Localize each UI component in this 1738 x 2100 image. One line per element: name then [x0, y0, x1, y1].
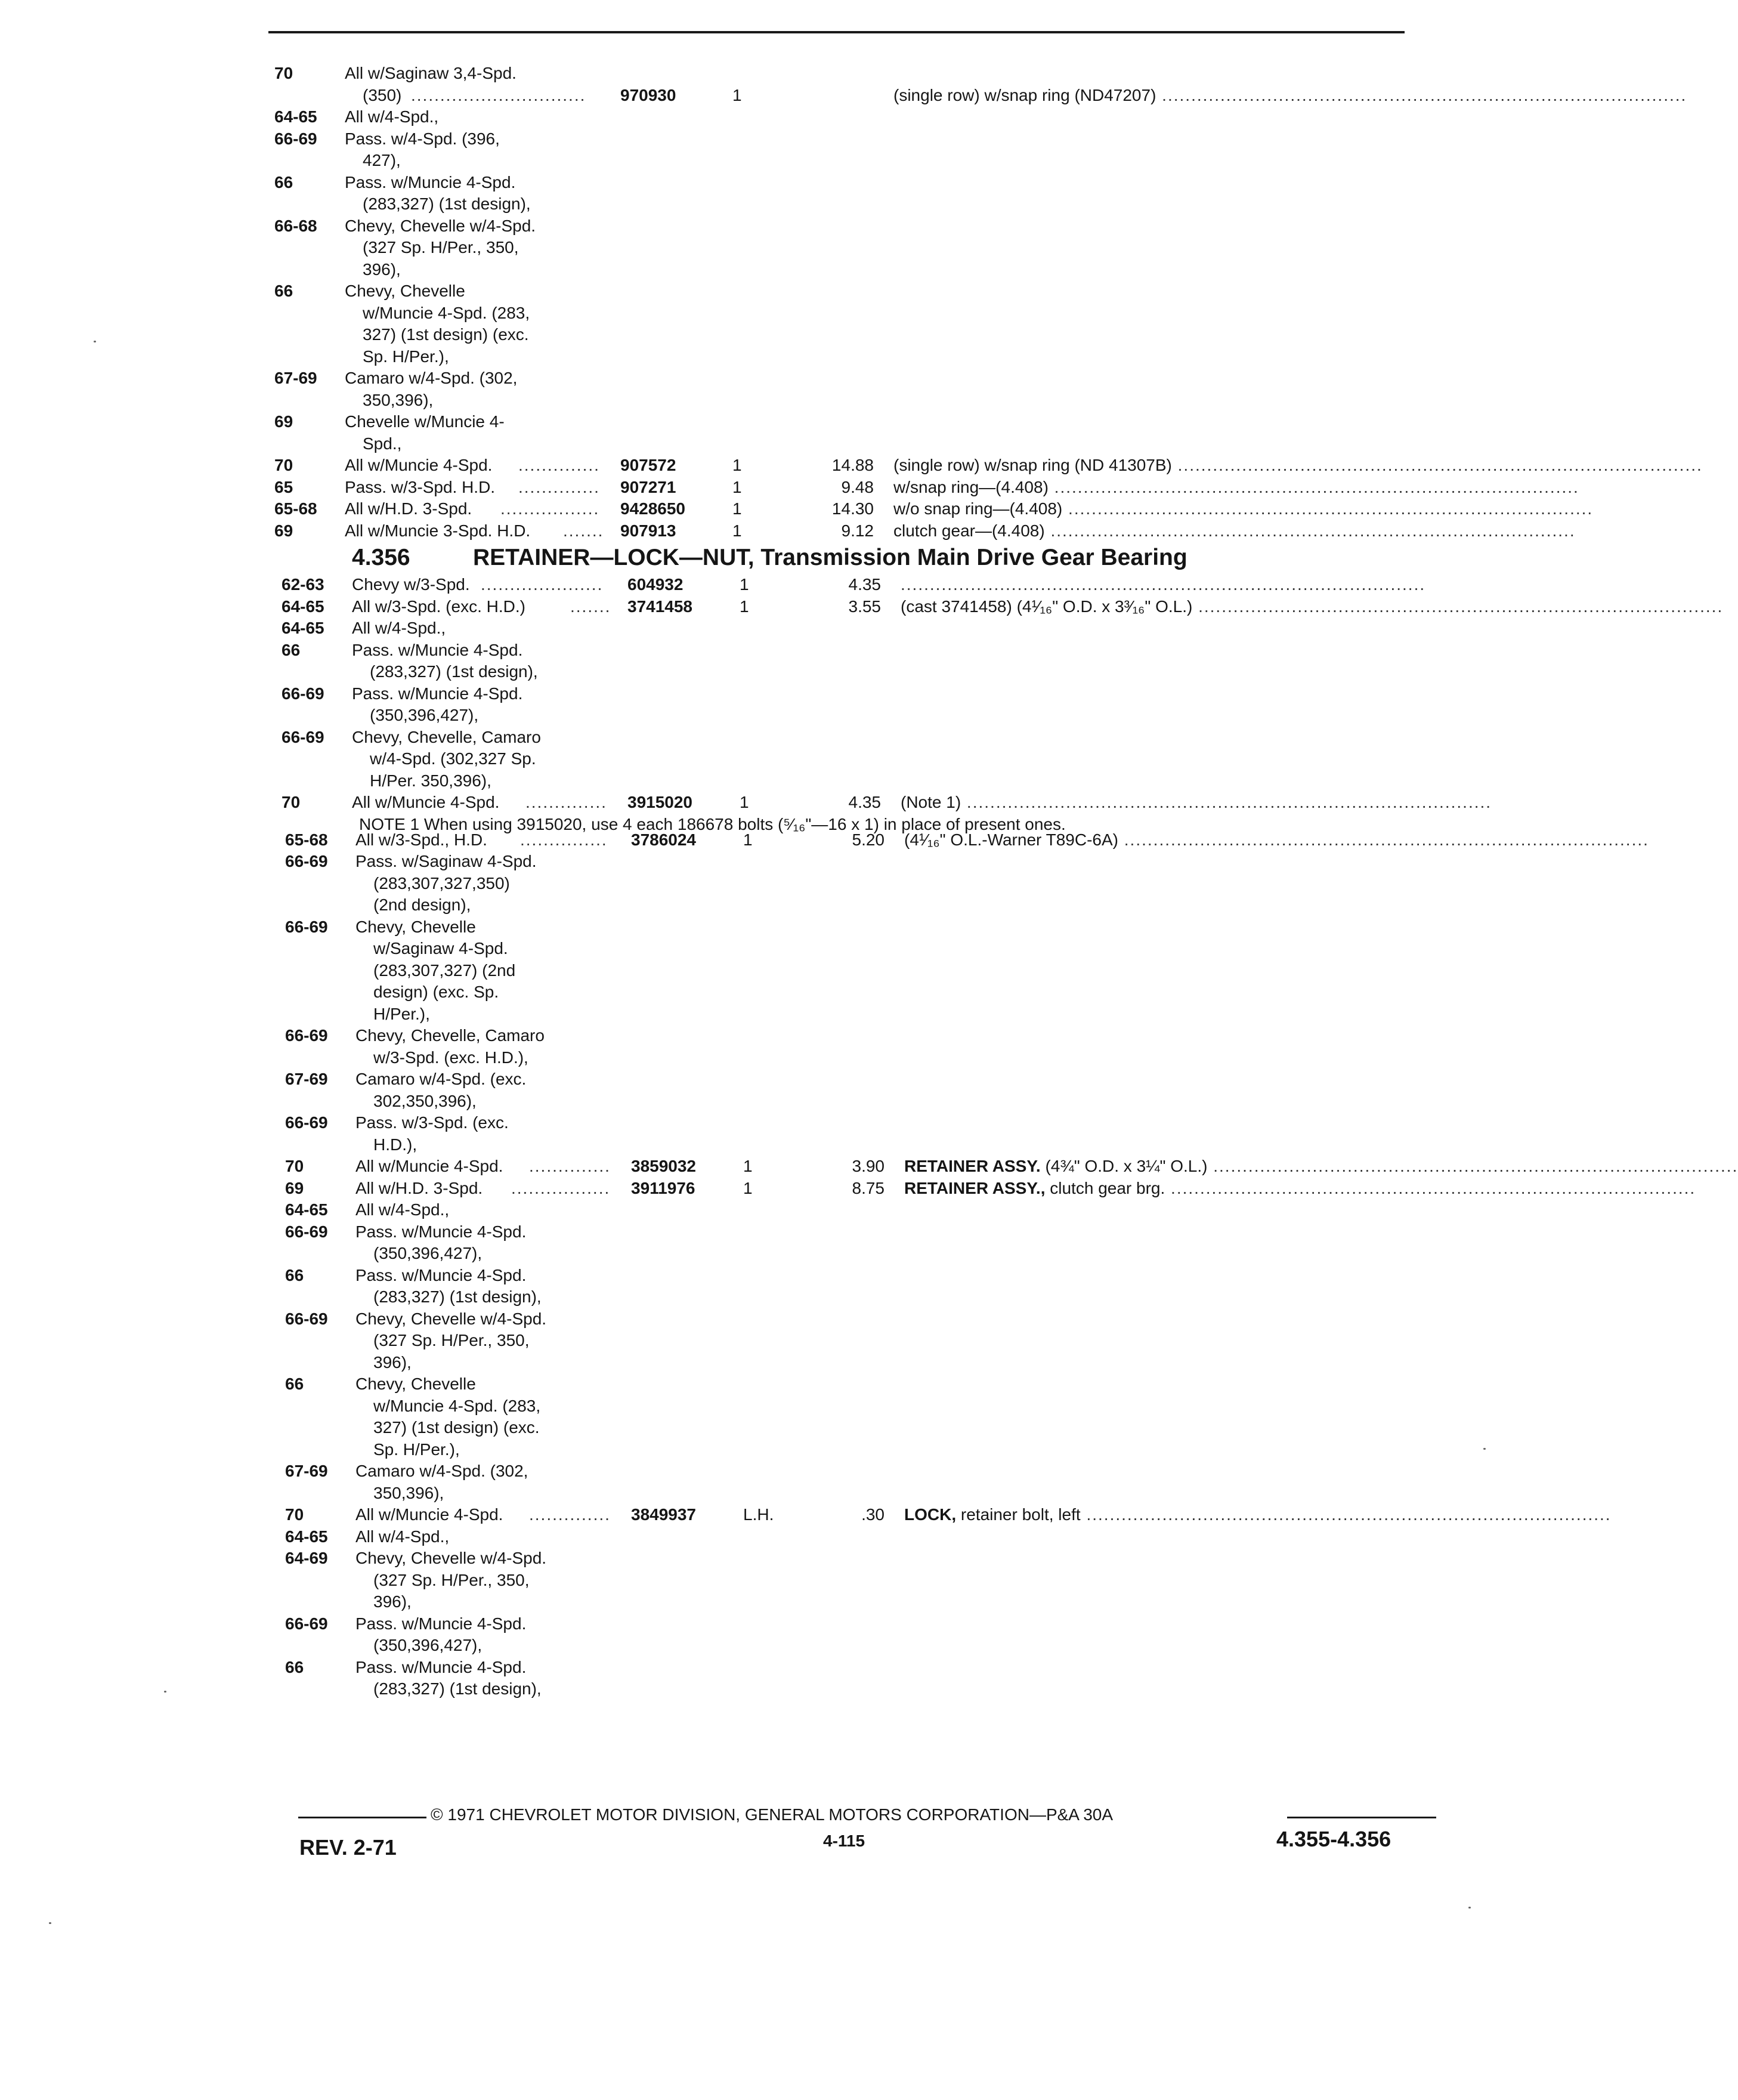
application-text: 427),: [363, 151, 401, 169]
application-text: Chevy, Chevelle: [345, 282, 465, 300]
entry-line: [0, 129, 1508, 150]
scan-speck: [164, 1691, 166, 1693]
model-year: 69: [274, 521, 293, 540]
application-text: All w/Muncie 4-Spd.: [355, 1505, 503, 1524]
application-text: 350,396),: [373, 1483, 444, 1502]
entry-line: [0, 1048, 1508, 1069]
application-text: Chevy, Chevelle, Camaro: [355, 1026, 545, 1045]
entry-line: [0, 1374, 1508, 1395]
application-text: (283,327) (1st design),: [373, 1679, 542, 1698]
part-number: 907913: [620, 521, 676, 540]
model-year: 65-68: [285, 830, 328, 849]
model-year: 66: [285, 1657, 304, 1676]
application-text: w/Muncie 4-Spd. (283,: [363, 303, 530, 322]
entry-line: [0, 63, 1508, 85]
entry-line: [0, 771, 1508, 792]
entry-line: [0, 237, 1508, 259]
dot-leader: .......: [570, 597, 611, 616]
dot-leader: ..........................................................................................: [1207, 1157, 1738, 1175]
entry-line: [0, 172, 1508, 194]
application-text: (350,396,427),: [370, 706, 479, 724]
part-number: 3849937: [631, 1505, 697, 1524]
entry-line: [0, 662, 1508, 683]
entry-line: [0, 1156, 1738, 1178]
description: [901, 597, 1724, 617]
application-text: All w/Muncie 4-Spd.: [345, 456, 493, 474]
list-price: 5.20: [852, 830, 885, 849]
application-text: w/4-Spd. (302,327 Sp.: [370, 749, 536, 768]
entry-line: [0, 216, 1508, 237]
entry-line: [0, 1614, 1508, 1635]
entry-line: [0, 1570, 1508, 1592]
dot-leader: ...............: [520, 830, 608, 849]
description: [904, 1156, 1738, 1176]
application-text: Pass. w/Muncie 4-Spd.: [355, 1657, 527, 1676]
dot-leader: ..........................................................................................: [1062, 499, 1594, 518]
entry-line: [0, 521, 1576, 542]
model-year: 64-65: [285, 1200, 328, 1219]
entry-line: [0, 412, 1508, 433]
description: [901, 792, 1492, 813]
application-text: Chevy, Chevelle: [355, 917, 476, 936]
application-text: 396),: [373, 1592, 412, 1611]
dot-leader: ..............................: [411, 85, 586, 104]
part-number: 3911976: [631, 1178, 695, 1197]
entry-line: [0, 1592, 1508, 1613]
description: [893, 85, 1687, 106]
application-text: H/Per.),: [373, 1004, 430, 1023]
application-text: (283,327) (1st design),: [370, 662, 538, 681]
entry-line: [0, 749, 1508, 770]
footer-rule-right: [1287, 1817, 1436, 1818]
part-number: 3741458: [627, 597, 693, 616]
description-text: (4¹⁄₁₆" O.L.-Warner T89C-6A): [904, 830, 1118, 849]
quantity: 1: [743, 830, 753, 849]
scan-speck: [1483, 1448, 1486, 1450]
entry-line: [0, 1483, 1508, 1505]
entry-line: [0, 1243, 1508, 1265]
model-year: 66-69: [282, 684, 324, 703]
application-text: 350,396),: [363, 390, 434, 409]
dot-leader: ..........................................................................................: [961, 793, 1492, 811]
model-year: 66-69: [285, 1113, 328, 1132]
entry-line: [0, 830, 1649, 851]
model-year: 65-68: [274, 499, 317, 518]
entry-line: [0, 1679, 1508, 1700]
model-year: 66-69: [285, 1614, 328, 1633]
model-year: 66-69: [285, 1222, 328, 1241]
application-text: Chevelle w/Muncie 4-: [345, 412, 505, 431]
entry-line: [0, 938, 1508, 960]
entry-line: [0, 705, 1508, 727]
quantity: 1: [732, 456, 742, 474]
entry-line: [0, 684, 1508, 705]
description-text: (single row) w/snap ring (ND47207): [893, 85, 1156, 104]
entry-line: [0, 597, 1724, 618]
entry-line: [0, 85, 1687, 107]
entry-line: [0, 1635, 1508, 1657]
part-number: 970930: [620, 85, 676, 104]
list-price: 3.90: [852, 1157, 885, 1175]
application-text: Camaro w/4-Spd. (exc.: [355, 1070, 527, 1088]
list-price: 8.75: [852, 1178, 885, 1197]
application-text: H.D.),: [373, 1135, 418, 1154]
entry-line: [0, 194, 1508, 215]
quantity: 1: [743, 1178, 753, 1197]
list-price: 3.55: [848, 597, 881, 616]
dot-leader: ..........................................................................................: [1171, 456, 1703, 474]
model-year: 66: [285, 1375, 304, 1393]
entry-line: [0, 260, 1508, 281]
entry-line: [0, 325, 1508, 346]
model-year: 62-63: [282, 575, 324, 594]
part-number: 3915020: [627, 793, 693, 811]
entry-line: [0, 1527, 1508, 1548]
application-text: All w/Saginaw 3,4-Spd.: [345, 64, 517, 82]
application-text: Spd.,: [363, 434, 402, 453]
model-year: 69: [285, 1178, 304, 1197]
entry-line: [0, 727, 1508, 749]
entry-line: [0, 1287, 1508, 1308]
footer-section-range: 4.355-4.356: [1276, 1827, 1391, 1851]
application-text: (327 Sp. H/Per., 350,: [373, 1570, 530, 1589]
entry-line: [0, 982, 1508, 1003]
description: [904, 1505, 1612, 1525]
entry-line: [0, 390, 1508, 412]
model-year: 66-69: [285, 852, 328, 870]
model-year: 66-69: [285, 1309, 328, 1328]
application-text: (350,396,427),: [373, 1244, 483, 1262]
application-text: (327 Sp. H/Per., 350,: [363, 238, 519, 257]
part-number: 9428650: [620, 499, 686, 518]
quantity: 1: [740, 597, 749, 616]
model-year: 67-69: [285, 1462, 328, 1480]
dot-leader: ..........................................................................................: [1080, 1505, 1612, 1524]
description: [904, 830, 1649, 850]
entry-line: [0, 1309, 1508, 1330]
entry-line: [0, 1265, 1508, 1287]
application-text: Sp. H/Per.),: [373, 1440, 460, 1459]
dot-leader: .......: [563, 521, 604, 540]
description: [893, 521, 1576, 541]
entry-line: [0, 1222, 1508, 1243]
footer-revision: REV. 2-71: [299, 1835, 397, 1860]
dot-leader: ..............: [525, 793, 607, 811]
application-text: Sp. H/Per.),: [363, 347, 449, 366]
description: [901, 575, 1426, 595]
application-text: (283,327) (1st design),: [373, 1287, 542, 1306]
list-price: 4.35: [848, 793, 881, 811]
application-text: Pass. w/Muncie 4-Spd.: [345, 172, 516, 192]
model-year: 70: [282, 793, 301, 811]
application-text: (283,307,327) (2nd: [373, 961, 516, 980]
application-text: Chevy, Chevelle w/4-Spd.: [355, 1549, 547, 1567]
application-text: Pass. w/Muncie 4-Spd.: [355, 1222, 527, 1241]
entry-line: [0, 499, 1594, 520]
application-text: Pass. w/Muncie 4-Spd.: [352, 640, 523, 659]
dot-leader: ..........................................................................................: [1165, 1178, 1696, 1197]
application-text: Chevy, Chevelle w/4-Spd.: [355, 1309, 547, 1328]
dot-leader: ..............: [518, 477, 600, 496]
entry-line: [0, 1091, 1508, 1113]
entry-line: [0, 368, 1508, 390]
entry-line: [0, 150, 1508, 172]
model-year: 66-69: [274, 129, 317, 148]
entry-line: [0, 917, 1508, 938]
list-price: 9.12: [841, 521, 874, 540]
dot-leader: ..........................................................................................: [1118, 830, 1649, 849]
application-text: All w/H.D. 3-Spd.: [355, 1178, 483, 1197]
entry-line: [0, 873, 1508, 895]
application-text: (327 Sp. H/Per., 350,: [373, 1331, 530, 1349]
section-heading-row: [0, 545, 1508, 570]
entry-line: [0, 1657, 1508, 1679]
model-year: 67-69: [274, 369, 317, 387]
entry-line: [0, 1026, 1508, 1047]
entry-line: [0, 575, 1508, 596]
list-price: 9.48: [841, 477, 874, 496]
application-text: Pass. w/Muncie 4-Spd.: [352, 684, 523, 703]
application-text: All w/H.D. 3-Spd.: [345, 499, 472, 518]
entry-line: [0, 1440, 1508, 1461]
description-text: clutch gear—(4.408): [893, 521, 1045, 540]
scan-speck: [1468, 1907, 1471, 1908]
description: [893, 455, 1703, 475]
entry-line: [0, 1069, 1508, 1091]
entry-line: [0, 303, 1508, 325]
model-year: 66: [282, 640, 301, 659]
model-year: 65: [274, 477, 293, 496]
description-keyword: RETAINER ASSY.,: [904, 1178, 1046, 1197]
top-rule: [268, 31, 1405, 33]
part-number: 907572: [620, 456, 676, 474]
model-year: 64-65: [282, 597, 324, 616]
dot-leader: .................: [500, 499, 600, 518]
model-year: 66: [274, 282, 293, 300]
quantity: 1: [732, 85, 742, 104]
dot-leader: ..........................................................................................: [1044, 521, 1576, 540]
application-text: 396),: [363, 260, 401, 279]
note-1: NOTE 1 When using 3915020, use 4 each 186678 bolts (⁵⁄₁₆"—16 x 1) in place of present ones.: [359, 814, 1066, 833]
model-year: 66: [274, 172, 293, 192]
entry-line: [0, 1178, 1696, 1200]
quantity: 1: [732, 499, 742, 518]
application-text: w/3-Spd. (exc. H.D.),: [373, 1048, 528, 1067]
entry-line: [0, 107, 1508, 128]
description: [893, 477, 1579, 498]
entry-line: [0, 851, 1508, 873]
part-number: 604932: [627, 575, 684, 594]
description: [893, 499, 1594, 519]
section-title: RETAINER—LOCK—NUT, Transmission Main Drive Gear Bearing: [473, 545, 1187, 570]
description-text: w/o snap ring—(4.408): [893, 499, 1063, 518]
list-price: 14.30: [831, 499, 874, 518]
application-text: (2nd design),: [373, 895, 471, 914]
quantity: 1: [740, 793, 749, 811]
entry-line: [0, 1418, 1508, 1439]
application-text: design) (exc. Sp.: [373, 983, 499, 1001]
model-year: 64-65: [285, 1527, 328, 1546]
part-number: 3786024: [631, 830, 697, 849]
description-text: (Note 1): [901, 793, 961, 811]
section-number: 4.356: [352, 545, 410, 570]
entry-line: [0, 477, 1579, 499]
model-year: 64-65: [282, 619, 324, 637]
description-keyword: LOCK,: [904, 1505, 957, 1524]
application-text: w/Saginaw 4-Spd.: [373, 939, 508, 958]
application-text: (350,396,427),: [373, 1636, 483, 1654]
entry-line: [0, 1330, 1508, 1352]
entry-line: [0, 281, 1508, 302]
entry-line: [0, 618, 1508, 640]
application-text: Chevy w/3-Spd.: [352, 575, 470, 594]
dot-leader: .....................: [481, 575, 604, 594]
application-text: 327) (1st design) (exc.: [373, 1418, 540, 1437]
application-text: H/Per. 350,396),: [370, 771, 491, 790]
application-text: All w/Muncie 3-Spd. H.D.: [345, 521, 531, 540]
model-year: 70: [285, 1157, 304, 1175]
dot-leader: ..............: [529, 1157, 611, 1175]
dot-leader: .................: [511, 1178, 611, 1197]
footer-rule-left: [298, 1817, 426, 1818]
application-text: Chevy, Chevelle, Camaro: [352, 727, 541, 746]
description-keyword: RETAINER ASSY.: [904, 1157, 1041, 1175]
entry-line: [0, 1352, 1508, 1374]
application-text: Pass. w/4-Spd. (396,: [345, 129, 500, 148]
dot-leader: ..............: [518, 456, 600, 474]
application-text: Pass. w/Saginaw 4-Spd.: [355, 852, 537, 870]
application-text: (350): [363, 85, 402, 104]
entry-line: [0, 455, 1703, 477]
description-text: retainer bolt, left: [956, 1505, 1081, 1524]
application-text: w/Muncie 4-Spd. (283,: [373, 1396, 541, 1415]
part-number: 907271: [620, 477, 676, 496]
model-year: 64-69: [285, 1549, 328, 1567]
quantity: 1: [732, 477, 742, 496]
entry-line: [0, 347, 1508, 368]
entry-line: [0, 792, 1508, 814]
entry-line: [0, 640, 1508, 662]
dot-leader: ..........................................................................................: [1048, 477, 1579, 496]
dot-leader: ..........................................................................................: [1192, 597, 1724, 616]
model-year: 70: [274, 456, 293, 474]
description-text: (4¾" O.D. x 3¼" O.L.): [1040, 1157, 1208, 1175]
dot-leader: ..........................................................................................: [1156, 85, 1687, 104]
application-text: All w/3-Spd., H.D.: [355, 830, 487, 849]
description-text: clutch gear brg.: [1045, 1178, 1165, 1197]
entry-line: [0, 1548, 1508, 1570]
quantity: 1: [740, 575, 749, 594]
application-text: All w/Muncie 4-Spd.: [352, 793, 500, 811]
model-year: 67-69: [285, 1070, 328, 1088]
application-text: Pass. w/Muncie 4-Spd.: [355, 1265, 527, 1284]
entry-line: [0, 1505, 1612, 1526]
model-year: 70: [274, 64, 293, 82]
description-text: w/snap ring—(4.408): [893, 477, 1049, 496]
entry-line: [0, 1461, 1508, 1483]
application-text: Camaro w/4-Spd. (302,: [345, 369, 518, 387]
entry-line: [0, 1113, 1508, 1134]
model-year: 66-69: [282, 727, 324, 746]
application-text: 302,350,396),: [373, 1091, 477, 1110]
application-text: (283,327) (1st design),: [363, 194, 531, 213]
application-text: All w/Muncie 4-Spd.: [355, 1157, 503, 1175]
footer-copyright: © 1971 CHEVROLET MOTOR DIVISION, GENERAL MOTORS CORPORATION—P&A 30A: [431, 1805, 1114, 1824]
application-text: All w/4-Spd.,: [345, 107, 439, 126]
entry-line: [0, 1135, 1508, 1156]
application-text: Pass. w/Muncie 4-Spd.: [355, 1614, 527, 1633]
description: [904, 1178, 1696, 1199]
application-text: Chevy, Chevelle: [355, 1375, 476, 1393]
model-year: 66-69: [285, 1026, 328, 1045]
entry-line: [0, 961, 1508, 982]
description-text: (single row) w/snap ring (ND 41307B): [893, 456, 1172, 474]
part-number: 3859032: [631, 1157, 697, 1175]
entry-line: [0, 1004, 1508, 1026]
quantity: L.H.: [743, 1505, 774, 1524]
description-text: (cast 3741458) (4¹⁄₁₆" O.D. x 3³⁄₁₆" O.L.): [901, 597, 1193, 616]
quantity: 1: [743, 1157, 753, 1175]
application-text: Camaro w/4-Spd. (302,: [355, 1462, 528, 1480]
application-text: 396),: [373, 1352, 412, 1372]
list-price: 14.88: [831, 456, 874, 474]
application-text: (283,307,327,350): [373, 873, 510, 892]
application-text: All w/3-Spd. (exc. H.D.): [352, 597, 525, 616]
footer-page-number: 4-115: [823, 1832, 865, 1850]
model-year: 66-69: [285, 917, 328, 936]
application-text: All w/4-Spd.,: [355, 1200, 450, 1219]
list-price: .30: [861, 1505, 885, 1524]
model-year: 69: [274, 412, 293, 431]
model-year: 66: [285, 1265, 304, 1284]
model-year: 64-65: [274, 107, 317, 126]
quantity: 1: [732, 521, 742, 540]
application-text: Chevy, Chevelle w/4-Spd.: [345, 216, 536, 235]
application-text: All w/4-Spd.,: [355, 1527, 450, 1546]
application-text: Pass. w/3-Spd. H.D.: [345, 477, 496, 496]
scan-speck: [94, 341, 96, 342]
list-price: 4.35: [848, 575, 881, 594]
entry-line: [0, 1200, 1508, 1221]
application-text: Pass. w/3-Spd. (exc.: [355, 1113, 509, 1132]
entry-line: [0, 1396, 1508, 1418]
entry-line: [0, 895, 1508, 916]
model-year: 66-68: [274, 216, 317, 235]
dot-leader: ..........................................................................................: [901, 575, 1426, 594]
scan-speck: [49, 1922, 51, 1924]
application-text: All w/4-Spd.,: [352, 619, 446, 637]
dot-leader: ..............: [529, 1505, 611, 1524]
model-year: 70: [285, 1505, 304, 1524]
entry-line: [0, 434, 1508, 455]
application-text: 327) (1st design) (exc.: [363, 325, 529, 344]
